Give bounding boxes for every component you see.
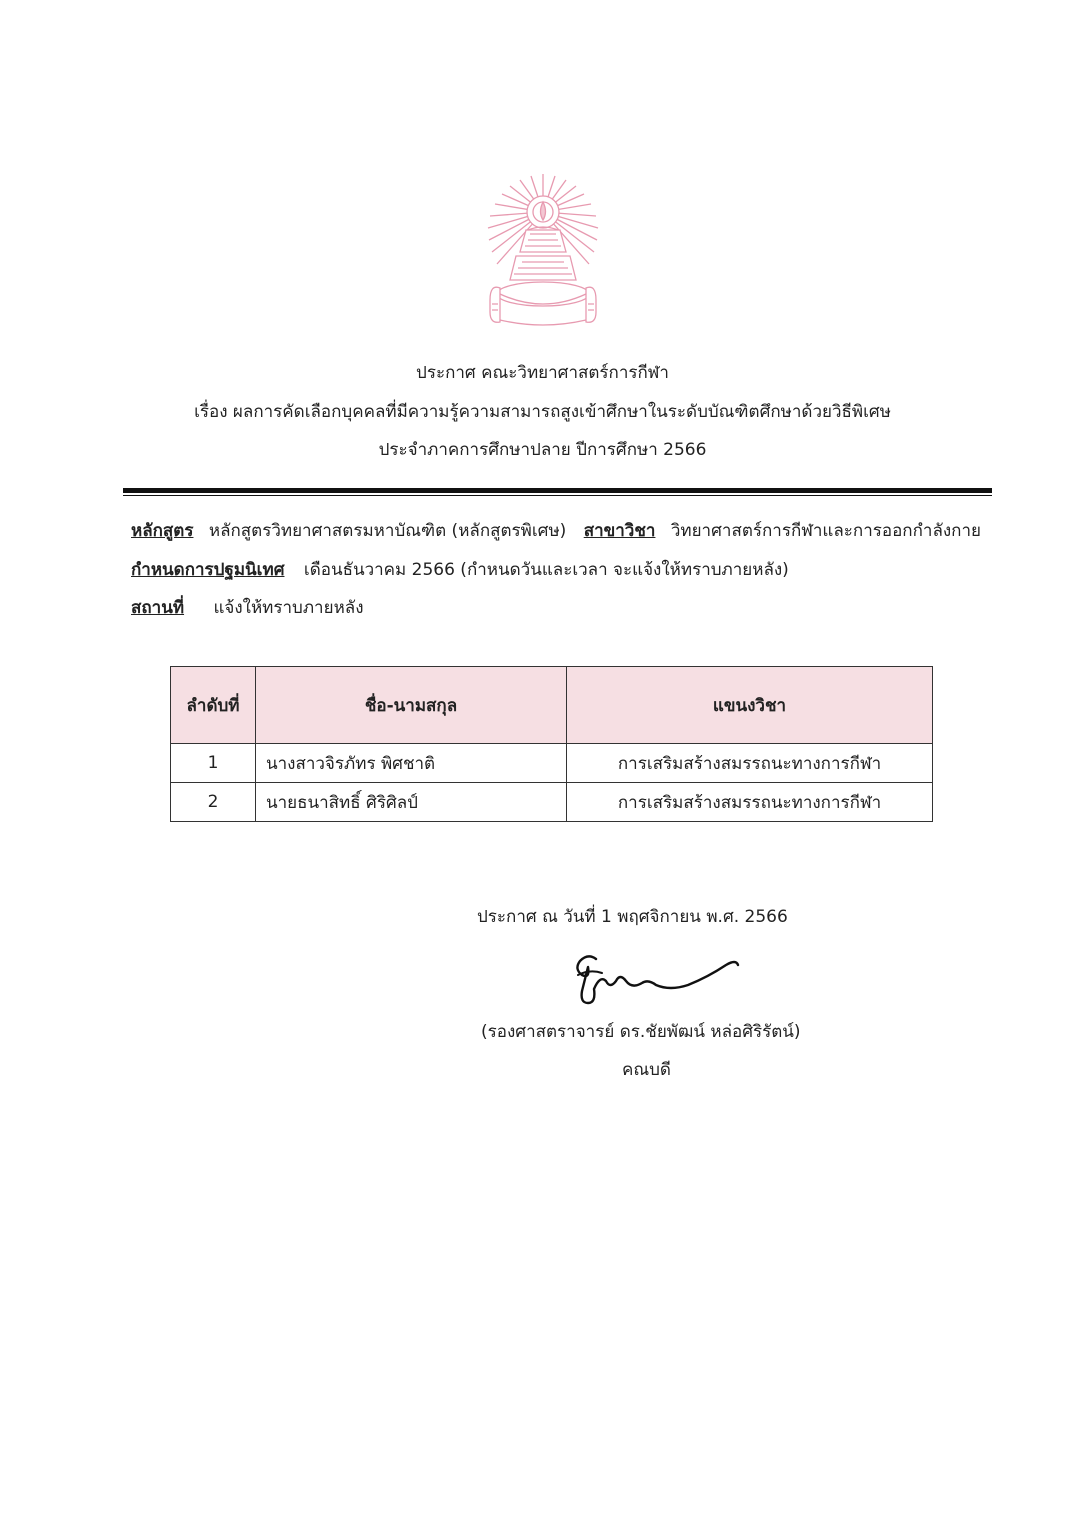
announcement-title: ประกาศ คณะวิทยาศาสตร์การกีฬา (416, 363, 669, 383)
major-label: สาขาวิชา (583, 521, 656, 541)
col-header-name: ชื่อ-นามสกุล (256, 667, 567, 744)
header-divider-thin (123, 495, 992, 496)
major-value: วิทยาศาสตร์การกีฬาและการออกกำลังกาย (670, 521, 981, 541)
announcement-date: ประกาศ ณ วันที่ 1 พฤศจิกายน พ.ศ. 2566 (477, 907, 788, 927)
results-table (170, 666, 933, 822)
announcement-subject: เรื่อง ผลการคัดเลือกบุคคลที่มีความรู้ความสามารถสูงเข้าศึกษาในระดับบัณฑิตศึกษาด้วยวิธีพิเศษ (194, 402, 891, 422)
cell-no: 2 (171, 783, 256, 822)
table-row (171, 744, 933, 783)
place-value: แจ้งให้ทราบภายหลัง (213, 598, 364, 618)
table-row (171, 783, 933, 822)
cell-no: 1 (171, 744, 256, 783)
cell-major: การเสริมสร้างสมรรถนะทางการกีฬา (567, 744, 933, 783)
orientation-line (131, 558, 789, 582)
announcement-semester: ประจำภาคการศึกษาปลาย ปีการศึกษา 2566 (378, 440, 707, 460)
table-header-row (171, 667, 933, 744)
col-header-major: แขนงวิชา (567, 667, 933, 744)
orientation-label: กำหนดการปฐมนิเทศ (131, 560, 285, 580)
cell-name: นางสาวจิรภัทร พิศชาติ (256, 744, 567, 783)
header-divider (123, 488, 992, 493)
program-value: หลักสูตรวิทยาศาสตรมหาบัณฑิต (หลักสูตรพิเศษ) (208, 521, 567, 541)
orientation-value: เดือนธันวาคม 2566 (กำหนดวันและเวลา จะแจ้งให้ทราบภายหลัง) (303, 560, 789, 580)
signer-name: (รองศาสตราจารย์ ดร.ชัยพัฒน์ หล่อศิริรัตน์) (481, 1022, 801, 1042)
program-line (131, 519, 981, 543)
signature-icon (566, 945, 746, 1010)
university-seal-icon (478, 172, 608, 342)
place-label: สถานที่ (131, 598, 185, 618)
cell-major: การเสริมสร้างสมรรถนะทางการกีฬา (567, 783, 933, 822)
signer-position: คณบดี (622, 1060, 671, 1080)
col-header-no: ลำดับที่ (171, 667, 256, 744)
cell-name: นายธนาสิทธิ์ ศิริศิลป์ (256, 783, 567, 822)
program-label: หลักสูตร (131, 521, 194, 541)
place-line (131, 596, 364, 620)
